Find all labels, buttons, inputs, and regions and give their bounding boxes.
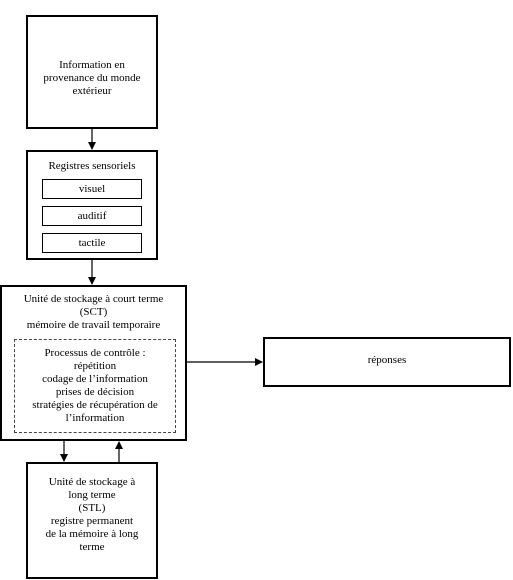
long-term-store-box <box>26 462 158 579</box>
sensory-registers-box <box>26 150 158 260</box>
sensory-register-visual <box>42 179 142 199</box>
sensory-register-label: visuel <box>78 183 106 195</box>
short-term-store-heading: Unité de stockage à court terme (SCT) mémoire de travail temporaire <box>23 293 164 331</box>
info-box <box>26 15 158 129</box>
short-term-store-box <box>0 285 187 441</box>
responses-box <box>263 337 511 387</box>
sensory-register-label: auditif <box>77 210 107 222</box>
sensory-register-auditory <box>42 206 142 226</box>
control-processes-text: Processus de contrôle : répétition codage de l’information prises de décision stratégies de récupération de l’information <box>32 347 158 424</box>
sensory-registers-title: Registres sensoriels <box>48 160 136 172</box>
responses-text: réponses <box>367 354 407 366</box>
sensory-register-tactile <box>42 233 142 253</box>
info-box-text: Information en provenance du monde extérieur <box>43 58 141 97</box>
sensory-register-label: tactile <box>78 237 106 249</box>
long-term-store-text: Unité de stockage à long terme (STL) registre permanent de la mémoire à long terme <box>45 475 139 553</box>
control-processes-box <box>14 339 176 433</box>
